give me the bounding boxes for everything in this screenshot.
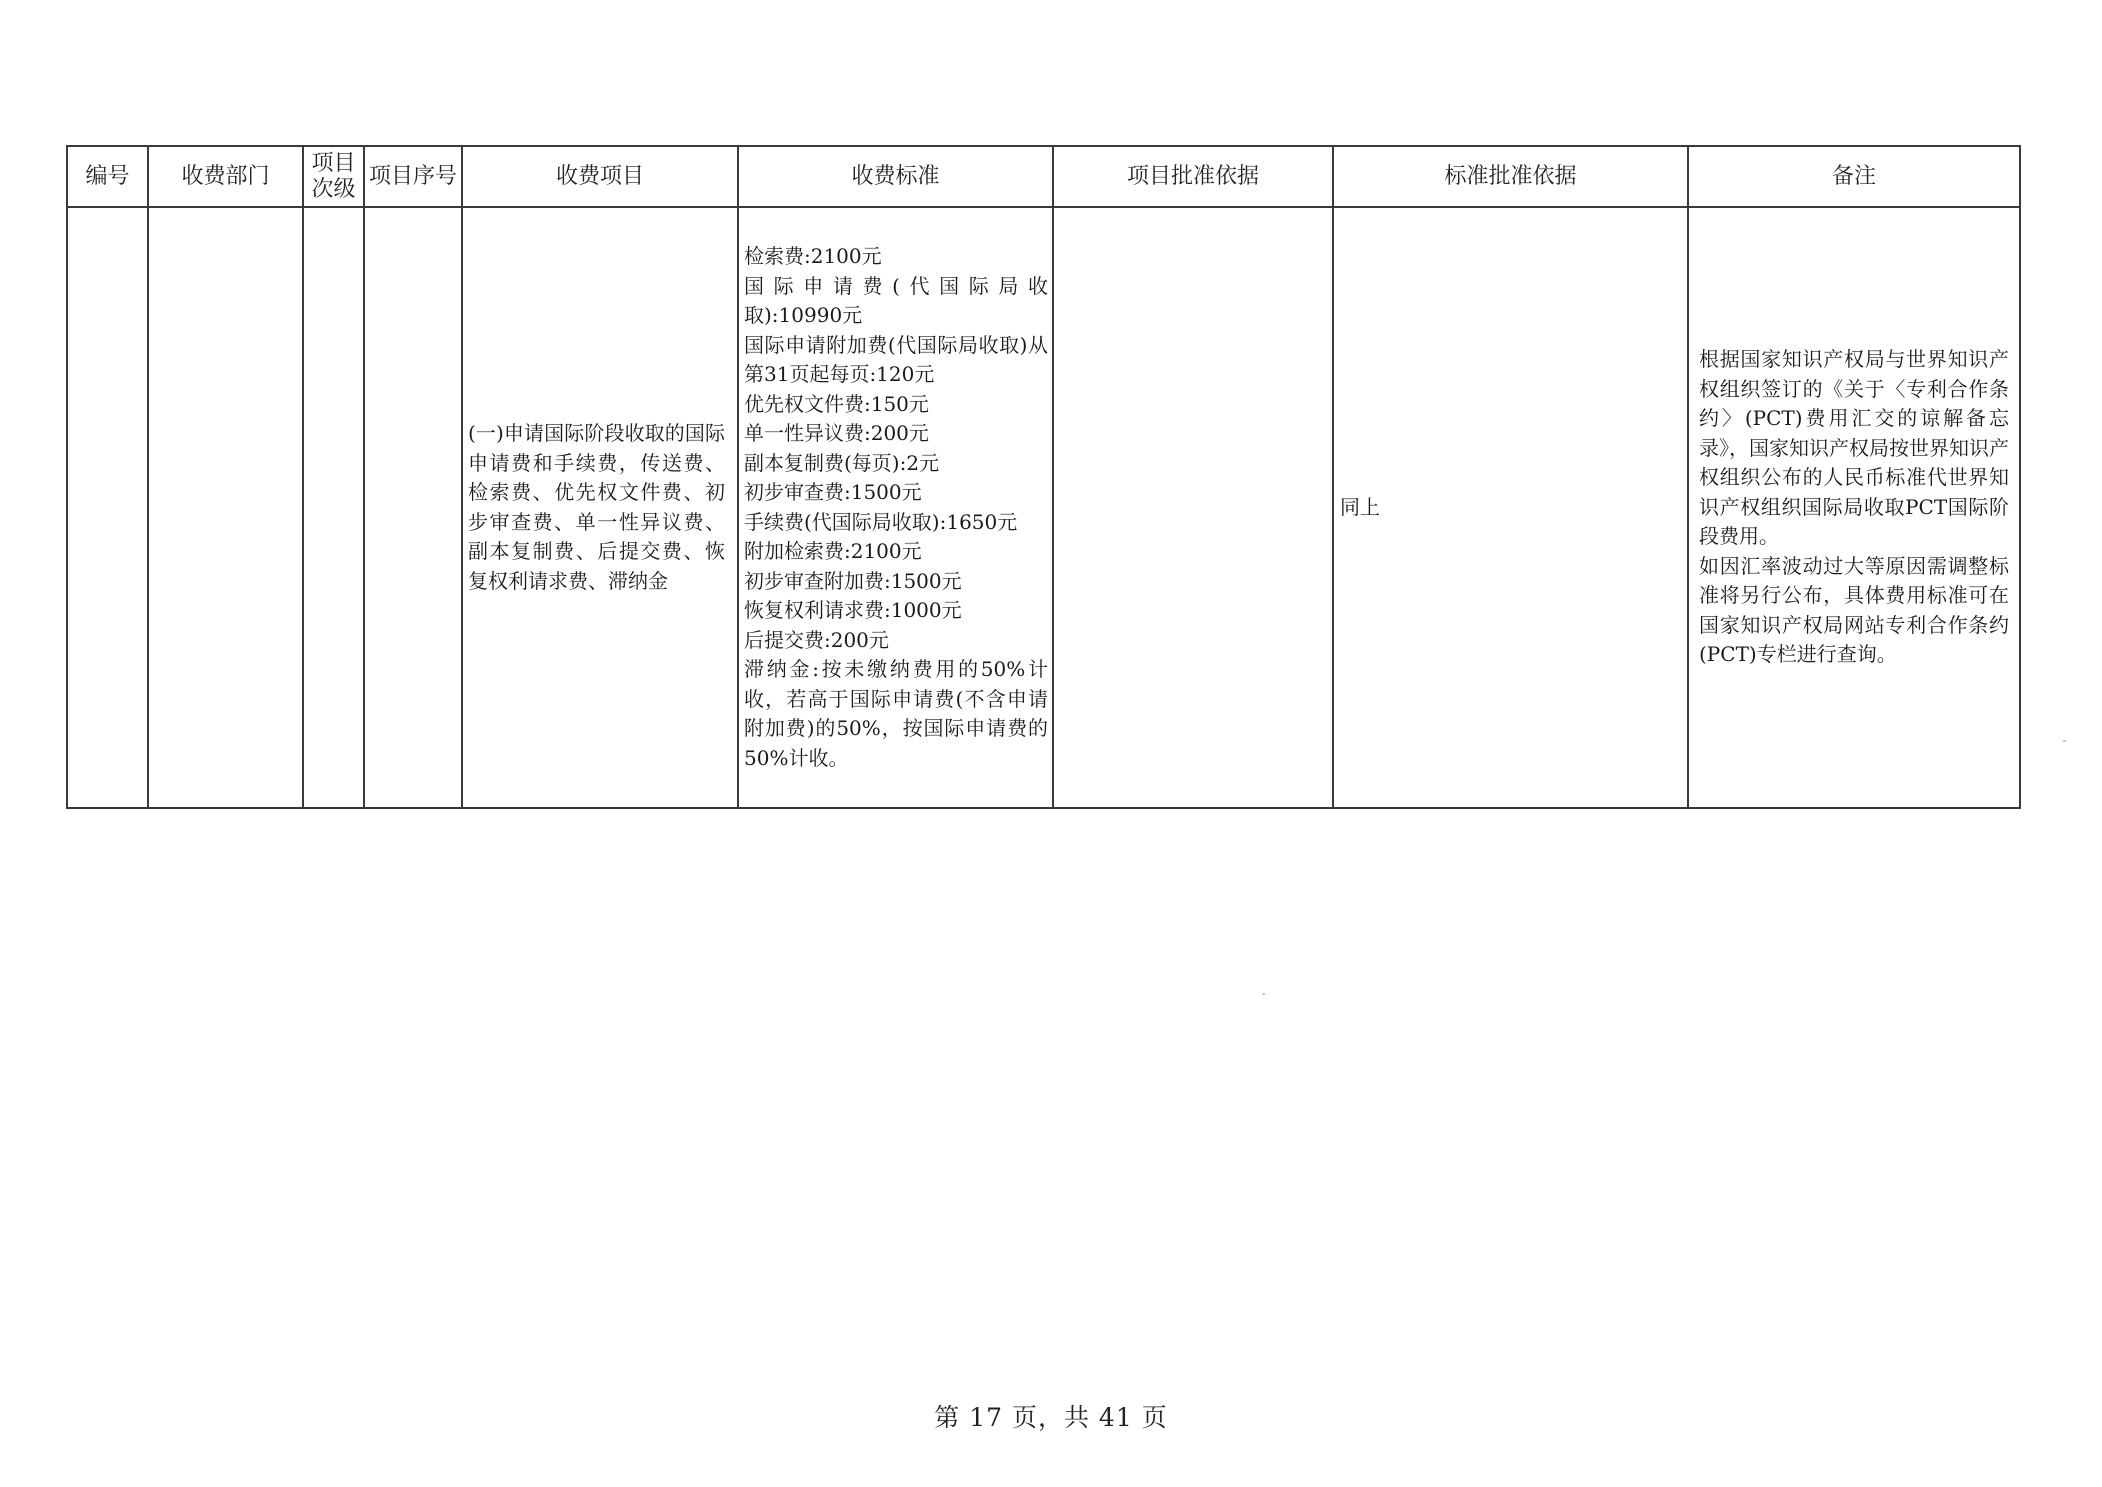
header-standard-approval: 标准批准依据 [1333,146,1688,207]
fee-standard-list [739,242,1052,773]
cell-fee-standard [738,207,1053,808]
fee-standard-line: 单一性异议费:200元 [744,421,929,445]
remarks-paragraph: 根据国家知识产权局与世界知识产权组织签订的《关于〈专利合作条约〉(PCT)费用汇交的谅解备忘录》，国家知识产权局按世界知识产权组织公布的人民币标准代世界知识产权组织国际局收取PCT国际阶段费用。 [1699,347,2009,549]
cell-item-seq [364,207,462,808]
fee-standard-line: 后提交费:200元 [744,627,889,652]
header-item-seq: 项目序号 [364,146,462,207]
header-fee-standard: 收费标准 [738,146,1053,207]
fee-standard-line: 国际申请费(代国际局收取):10990元 [744,273,1048,327]
header-fee-item: 收费项目 [462,146,738,207]
cell-department [148,207,303,808]
cell-standard-approval [1333,207,1688,808]
table-row [67,207,2020,808]
fee-item-text: (一)申请国际阶段收取的国际申请费和手续费，传送费、检索费、优先权文件费、初步审查费、单一性异议费、副本复制费、后提交费、恢复权利请求费、滞纳金 [468,421,725,593]
cell-item-level [303,207,364,808]
fee-table [66,145,2021,809]
fee-standard-line: 手续费(代国际局收取):1650元 [744,509,1018,534]
scan-speck [1262,993,1265,995]
fee-standard-line: 初步审查附加费:1500元 [744,568,962,593]
fee-standard-line: 国际申请附加费(代国际局收取)从第31页起每页:120元 [744,332,1048,386]
fee-standard-line: 恢复权利请求费:1000元 [744,598,962,622]
cell-item-approval [1053,207,1333,808]
page-number-footer: 第 17 页，共 41 页 [934,1403,1168,1432]
standard-approval-text: 同上 [1340,494,1380,519]
fee-standard-line: 检索费:2100元 [744,244,882,268]
remarks-paragraph: 如因汇率波动过大等原因需调整标准将另行公布，具体费用标准可在国家知识产权局网站专利合作条约(PCT)专栏进行查询。 [1699,553,2009,667]
fee-standard-line: 副本复制费(每页):2元 [744,450,940,475]
remarks-text [1689,345,2019,670]
header-number: 编号 [67,146,148,207]
header-item-level: 项目次级 [303,146,364,207]
fee-standard-line: 滞纳金:按未缴纳费用的50%计收，若高于国际申请费(不含申请附加费)的50%，按国际申请费的50%计收。 [744,657,1048,770]
cell-remarks [1688,207,2020,808]
fee-standard-line: 初步审查费:1500元 [744,480,922,504]
header-remarks: 备注 [1688,146,2020,207]
fee-standard-line: 优先权文件费:150元 [744,391,929,416]
scan-speck [2063,740,2066,742]
header-department: 收费部门 [148,146,303,207]
cell-fee-item [462,207,738,808]
header-item-approval: 项目批准依据 [1053,146,1333,207]
fee-standard-line: 附加检索费:2100元 [744,539,922,563]
table-header-row [67,146,2020,207]
cell-number [67,207,148,808]
